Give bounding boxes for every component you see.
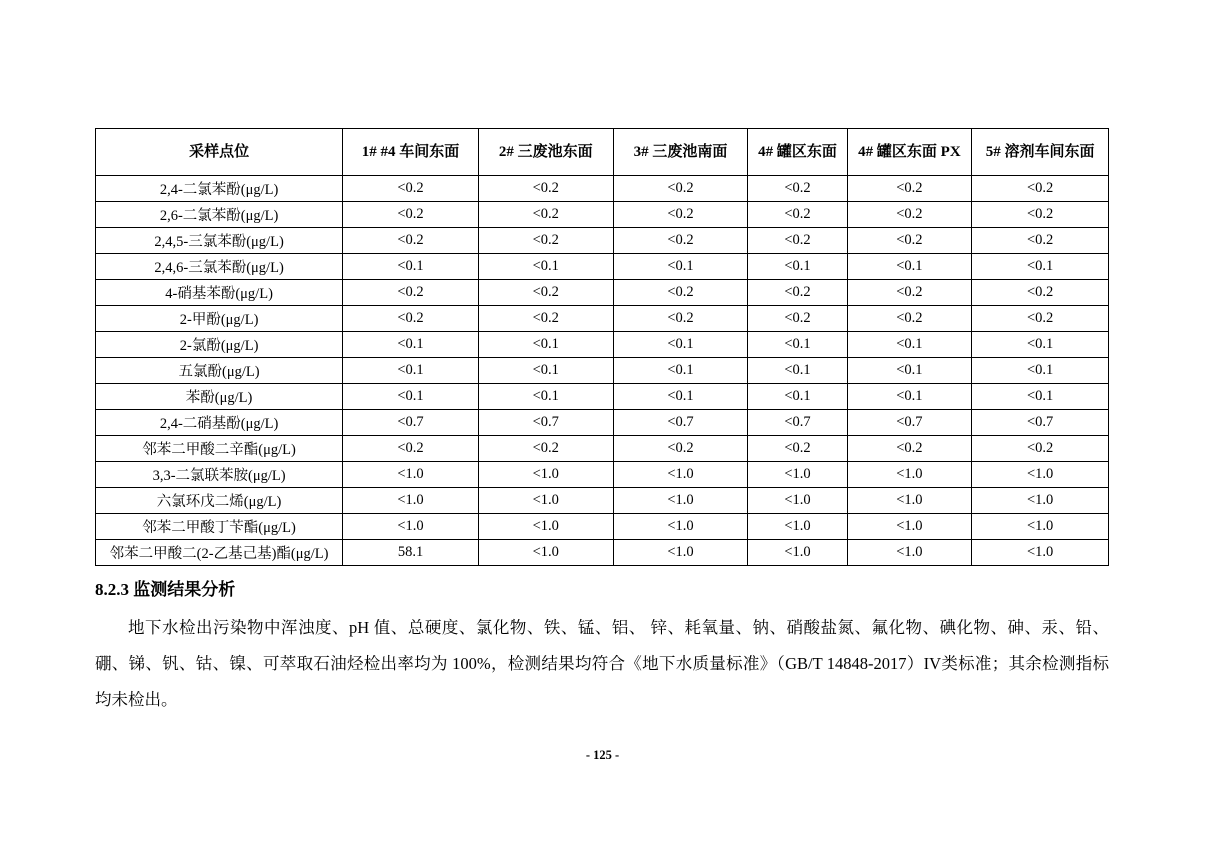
value-cell: <0.2 — [748, 280, 847, 306]
row-label-cell: 六氯环戊二烯(μg/L) — [96, 488, 343, 514]
value-cell: <0.1 — [972, 358, 1109, 384]
value-cell: <1.0 — [847, 462, 972, 488]
table-header-cell: 2# 三废池东面 — [478, 129, 613, 176]
table-row — [96, 176, 1109, 202]
value-cell: <0.2 — [613, 306, 748, 332]
value-cell: <0.1 — [478, 384, 613, 410]
table-header-cell: 3# 三废池南面 — [613, 129, 748, 176]
value-cell: <0.7 — [343, 410, 479, 436]
value-cell: <1.0 — [972, 540, 1109, 566]
row-label-cell: 4-硝基苯酚(μg/L) — [96, 280, 343, 306]
value-cell: <1.0 — [478, 540, 613, 566]
value-cell: <1.0 — [613, 514, 748, 540]
table-header-row — [96, 129, 1109, 176]
value-cell: <0.2 — [613, 436, 748, 462]
table-row — [96, 436, 1109, 462]
value-cell: <0.2 — [613, 176, 748, 202]
value-cell: <0.2 — [972, 436, 1109, 462]
value-cell: <0.2 — [972, 176, 1109, 202]
value-cell: <1.0 — [972, 462, 1109, 488]
row-label-cell: 五氯酚(μg/L) — [96, 358, 343, 384]
table-row — [96, 280, 1109, 306]
table-row — [96, 410, 1109, 436]
value-cell: <0.2 — [847, 280, 972, 306]
value-cell: <0.2 — [478, 228, 613, 254]
value-cell: <0.7 — [972, 410, 1109, 436]
value-cell: <0.2 — [972, 306, 1109, 332]
value-cell: <0.2 — [972, 280, 1109, 306]
table-row — [96, 358, 1109, 384]
value-cell: <0.2 — [748, 436, 847, 462]
value-cell: <0.1 — [613, 384, 748, 410]
page-number: - 125 - — [585, 748, 620, 762]
value-cell: <1.0 — [748, 514, 847, 540]
row-label-cell: 2,4-二硝基酚(μg/L) — [96, 410, 343, 436]
row-label-cell: 3,3-二氯联苯胺(μg/L) — [96, 462, 343, 488]
value-cell: <0.7 — [478, 410, 613, 436]
table-header-cell: 4# 罐区东面 PX — [847, 129, 972, 176]
table-row — [96, 540, 1109, 566]
value-cell: <0.2 — [478, 176, 613, 202]
value-cell: <0.2 — [478, 280, 613, 306]
analysis-paragraph: 地下水检出污染物中浑浊度、pH 值、总硬度、氯化物、铁、锰、铝、 锌、耗氧量、钠、硝酸盐氮、氟化物、碘化物、砷、汞、铅、硼、锑、钒、钴、镍、可萃取石油烃检出率均为 100%，检测结果均符合《地下水质量标准》（GB/T 14848-2017）IV类标准；其余检测指标均未检出。 — [95, 618, 1109, 710]
value-cell: <0.2 — [847, 306, 972, 332]
section-heading: 8.2.3 监测结果分析 — [95, 580, 236, 599]
table-row — [96, 384, 1109, 410]
value-cell: <0.1 — [613, 358, 748, 384]
value-cell: <0.2 — [613, 202, 748, 228]
value-cell: <1.0 — [748, 488, 847, 514]
value-cell: <0.1 — [478, 332, 613, 358]
table-row — [96, 514, 1109, 540]
value-cell: <0.1 — [748, 254, 847, 280]
value-cell: <0.2 — [478, 202, 613, 228]
value-cell: <0.1 — [972, 332, 1109, 358]
value-cell: <0.1 — [972, 384, 1109, 410]
value-cell: <1.0 — [478, 488, 613, 514]
value-cell: <1.0 — [847, 514, 972, 540]
value-cell: <0.2 — [343, 202, 479, 228]
value-cell: <0.2 — [343, 176, 479, 202]
row-label-cell: 2,6-二氯苯酚(μg/L) — [96, 202, 343, 228]
table-body — [96, 176, 1109, 566]
value-cell: <1.0 — [748, 462, 847, 488]
value-cell: <0.1 — [343, 332, 479, 358]
table-row — [96, 306, 1109, 332]
value-cell: <1.0 — [478, 462, 613, 488]
value-cell: <1.0 — [847, 540, 972, 566]
row-label-cell: 2,4-二氯苯酚(μg/L) — [96, 176, 343, 202]
value-cell: <0.1 — [343, 254, 479, 280]
value-cell: <0.2 — [343, 436, 479, 462]
value-cell: <1.0 — [613, 540, 748, 566]
value-cell: <1.0 — [343, 488, 479, 514]
table-header-cell: 5# 溶剂车间东面 — [972, 129, 1109, 176]
value-cell: <0.2 — [343, 228, 479, 254]
value-cell: <0.1 — [847, 254, 972, 280]
value-cell: <0.1 — [613, 332, 748, 358]
row-label-cell: 2,4,6-三氯苯酚(μg/L) — [96, 254, 343, 280]
table-row — [96, 462, 1109, 488]
table-row — [96, 332, 1109, 358]
value-cell: <0.2 — [748, 306, 847, 332]
value-cell: <0.1 — [748, 384, 847, 410]
value-cell: <0.2 — [613, 280, 748, 306]
value-cell: <0.2 — [972, 228, 1109, 254]
row-label-cell: 邻苯二甲酸二(2-乙基己基)酯(μg/L) — [96, 540, 343, 566]
value-cell: <0.1 — [343, 384, 479, 410]
document-content — [95, 128, 1109, 718]
value-cell: <1.0 — [343, 514, 479, 540]
value-cell: <0.2 — [343, 306, 479, 332]
value-cell: <0.1 — [847, 384, 972, 410]
value-cell: <0.2 — [847, 228, 972, 254]
table-header-cell: 1# #4 车间东面 — [343, 129, 479, 176]
value-cell: <1.0 — [748, 540, 847, 566]
value-cell: <0.7 — [613, 410, 748, 436]
value-cell: <0.2 — [847, 436, 972, 462]
table-header-cell: 4# 罐区东面 — [748, 129, 847, 176]
value-cell: 58.1 — [343, 540, 479, 566]
value-cell: <0.1 — [847, 332, 972, 358]
row-label-cell: 邻苯二甲酸丁苄酯(μg/L) — [96, 514, 343, 540]
table-row — [96, 228, 1109, 254]
table-row — [96, 202, 1109, 228]
value-cell: <0.1 — [613, 254, 748, 280]
value-cell: <0.2 — [613, 228, 748, 254]
value-cell: <0.7 — [748, 410, 847, 436]
value-cell: <0.2 — [478, 436, 613, 462]
value-cell: <0.2 — [343, 280, 479, 306]
row-label-cell: 2-甲酚(μg/L) — [96, 306, 343, 332]
table-row — [96, 488, 1109, 514]
value-cell: <0.1 — [748, 332, 847, 358]
value-cell: <0.1 — [478, 358, 613, 384]
value-cell: <1.0 — [972, 514, 1109, 540]
groundwater-monitoring-table — [95, 128, 1109, 566]
value-cell: <0.1 — [972, 254, 1109, 280]
row-label-cell: 2-氯酚(μg/L) — [96, 332, 343, 358]
value-cell: <0.2 — [748, 202, 847, 228]
row-label-cell: 邻苯二甲酸二辛酯(μg/L) — [96, 436, 343, 462]
value-cell: <0.1 — [343, 358, 479, 384]
value-cell: <0.2 — [478, 306, 613, 332]
value-cell: <0.1 — [847, 358, 972, 384]
table-row — [96, 254, 1109, 280]
value-cell: <0.7 — [847, 410, 972, 436]
table-header-cell: 采样点位 — [96, 129, 343, 176]
row-label-cell: 2,4,5-三氯苯酚(μg/L) — [96, 228, 343, 254]
value-cell: <1.0 — [613, 488, 748, 514]
value-cell: <0.1 — [478, 254, 613, 280]
value-cell: <1.0 — [478, 514, 613, 540]
value-cell: <1.0 — [343, 462, 479, 488]
value-cell: <1.0 — [972, 488, 1109, 514]
value-cell: <0.2 — [748, 176, 847, 202]
value-cell: <0.2 — [972, 202, 1109, 228]
value-cell: <1.0 — [613, 462, 748, 488]
value-cell: <0.2 — [847, 202, 972, 228]
value-cell: <1.0 — [847, 488, 972, 514]
value-cell: <0.2 — [748, 228, 847, 254]
value-cell: <0.2 — [847, 176, 972, 202]
value-cell: <0.1 — [748, 358, 847, 384]
row-label-cell: 苯酚(μg/L) — [96, 384, 343, 410]
